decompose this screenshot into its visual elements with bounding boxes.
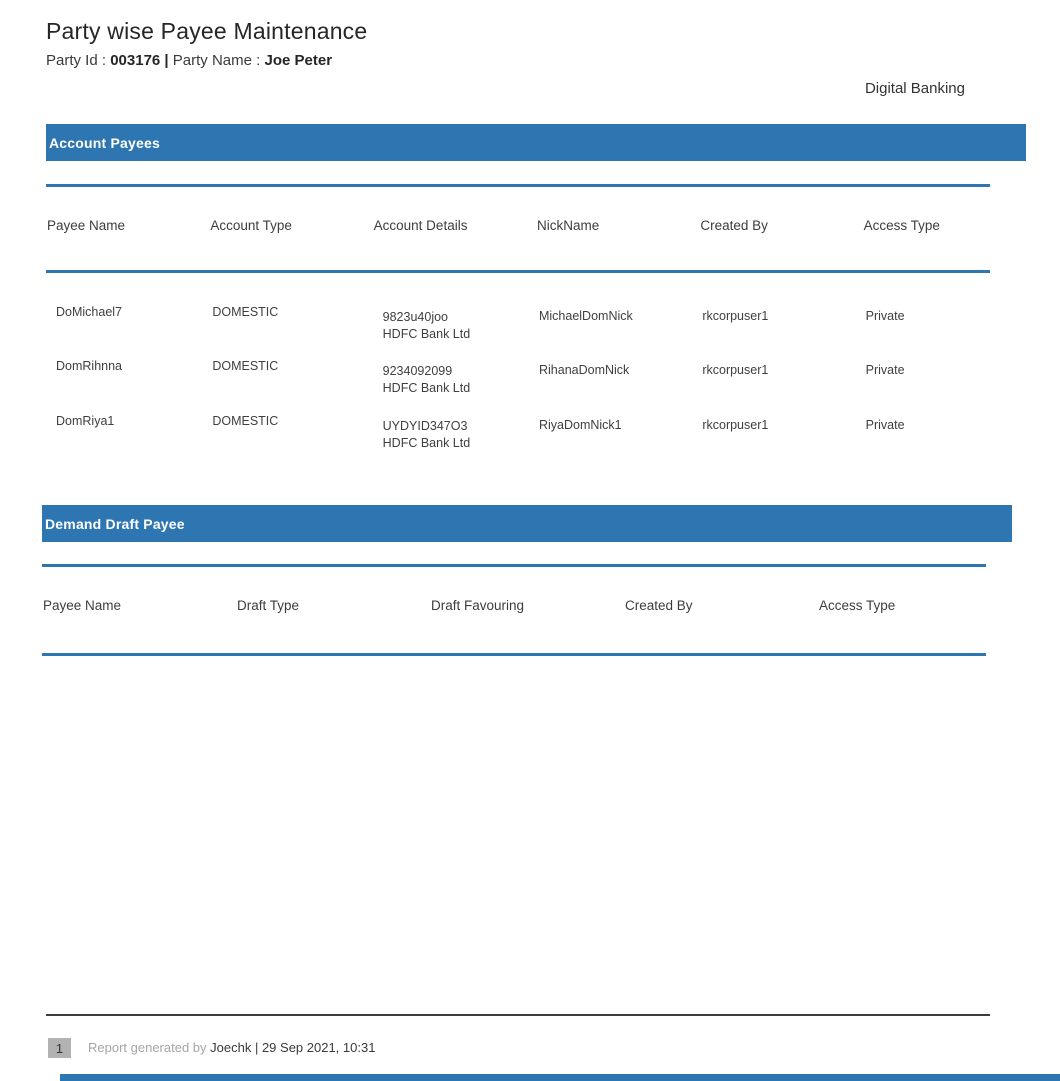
party-name-value: Joe Peter — [264, 52, 333, 69]
generated-by-value: Joechk | 29 Sep 2021, 10:31 — [210, 1040, 376, 1055]
cell-account-type: DOMESTIC — [212, 359, 279, 373]
section-title: Account Payees — [49, 134, 160, 151]
account-number: UYDYID347O3 — [382, 419, 468, 433]
party-info — [46, 52, 332, 69]
table-row — [46, 359, 1026, 397]
table-row — [46, 414, 1026, 452]
cell-account-details — [373, 414, 536, 452]
footer-divider — [46, 1014, 990, 1016]
table-rule-top — [42, 564, 986, 567]
cell-payee-name: DomRihnna — [56, 359, 123, 373]
page-number: 1 — [55, 1040, 64, 1056]
column-header-created-by: Created By — [700, 218, 768, 233]
section-header-demand-draft-payee — [42, 505, 1012, 542]
column-header-draft-type: Draft Type — [237, 598, 300, 613]
section-header-account-payees — [46, 124, 1026, 161]
cell-created-by: rkcorpuser1 — [702, 309, 769, 323]
table-rule-bottom — [46, 270, 990, 273]
party-id-label: Party Id : — [46, 52, 107, 69]
cell-created-by: rkcorpuser1 — [702, 363, 769, 377]
cell-payee-name: DoMichael7 — [56, 305, 123, 319]
column-header-access-type: Access Type — [863, 218, 940, 233]
brand-text: Digital Banking — [864, 80, 965, 97]
column-header-payee-name: Payee Name — [43, 598, 122, 613]
table-row — [46, 305, 1026, 343]
column-header-draft-favouring: Draft Favouring — [431, 598, 525, 613]
column-header-payee-name: Payee Name — [47, 218, 126, 233]
cell-created-by: rkcorpuser1 — [702, 418, 769, 432]
report-generated-text — [88, 1040, 375, 1055]
cell-account-type: DOMESTIC — [212, 305, 279, 319]
party-name-label: Party Name : — [172, 52, 261, 69]
account-number: 9823u40joo — [382, 310, 449, 324]
table-rule-bottom — [42, 653, 986, 656]
column-header-account-type: Account Type — [210, 218, 292, 233]
bank-name: HDFC Bank Ltd — [382, 436, 471, 450]
table-rule-top — [46, 184, 990, 187]
cell-account-type: DOMESTIC — [212, 414, 279, 428]
column-header-nickname: NickName — [536, 218, 600, 233]
cell-account-details — [373, 305, 536, 343]
cell-account-details — [373, 359, 536, 397]
cell-access-type: Private — [865, 418, 905, 432]
cell-nickname: RiyaDomNick1 — [538, 418, 622, 432]
account-payees-header-row — [46, 218, 1026, 233]
column-header-access-type: Access Type — [819, 598, 896, 613]
page-title: Party wise Payee Maintenance — [46, 18, 368, 44]
generated-by-label: Report generated by — [88, 1040, 207, 1055]
section-title: Demand Draft Payee — [45, 515, 185, 532]
bank-name: HDFC Bank Ltd — [382, 381, 471, 395]
demand-draft-header-row — [42, 598, 1012, 613]
page-number-badge — [48, 1038, 71, 1058]
account-number: 9234092099 — [382, 364, 453, 378]
cell-access-type: Private — [865, 363, 905, 377]
cell-access-type: Private — [865, 309, 905, 323]
cell-payee-name: DomRiya1 — [56, 414, 115, 428]
cell-nickname: RihanaDomNick — [538, 363, 630, 377]
column-header-created-by: Created By — [625, 598, 693, 613]
column-header-account-details: Account Details — [373, 218, 468, 233]
bank-name: HDFC Bank Ltd — [382, 327, 471, 341]
party-id-value: 003176 | — [110, 52, 169, 69]
cell-nickname: MichaelDomNick — [538, 309, 633, 323]
next-page-header-edge — [60, 1074, 1060, 1081]
